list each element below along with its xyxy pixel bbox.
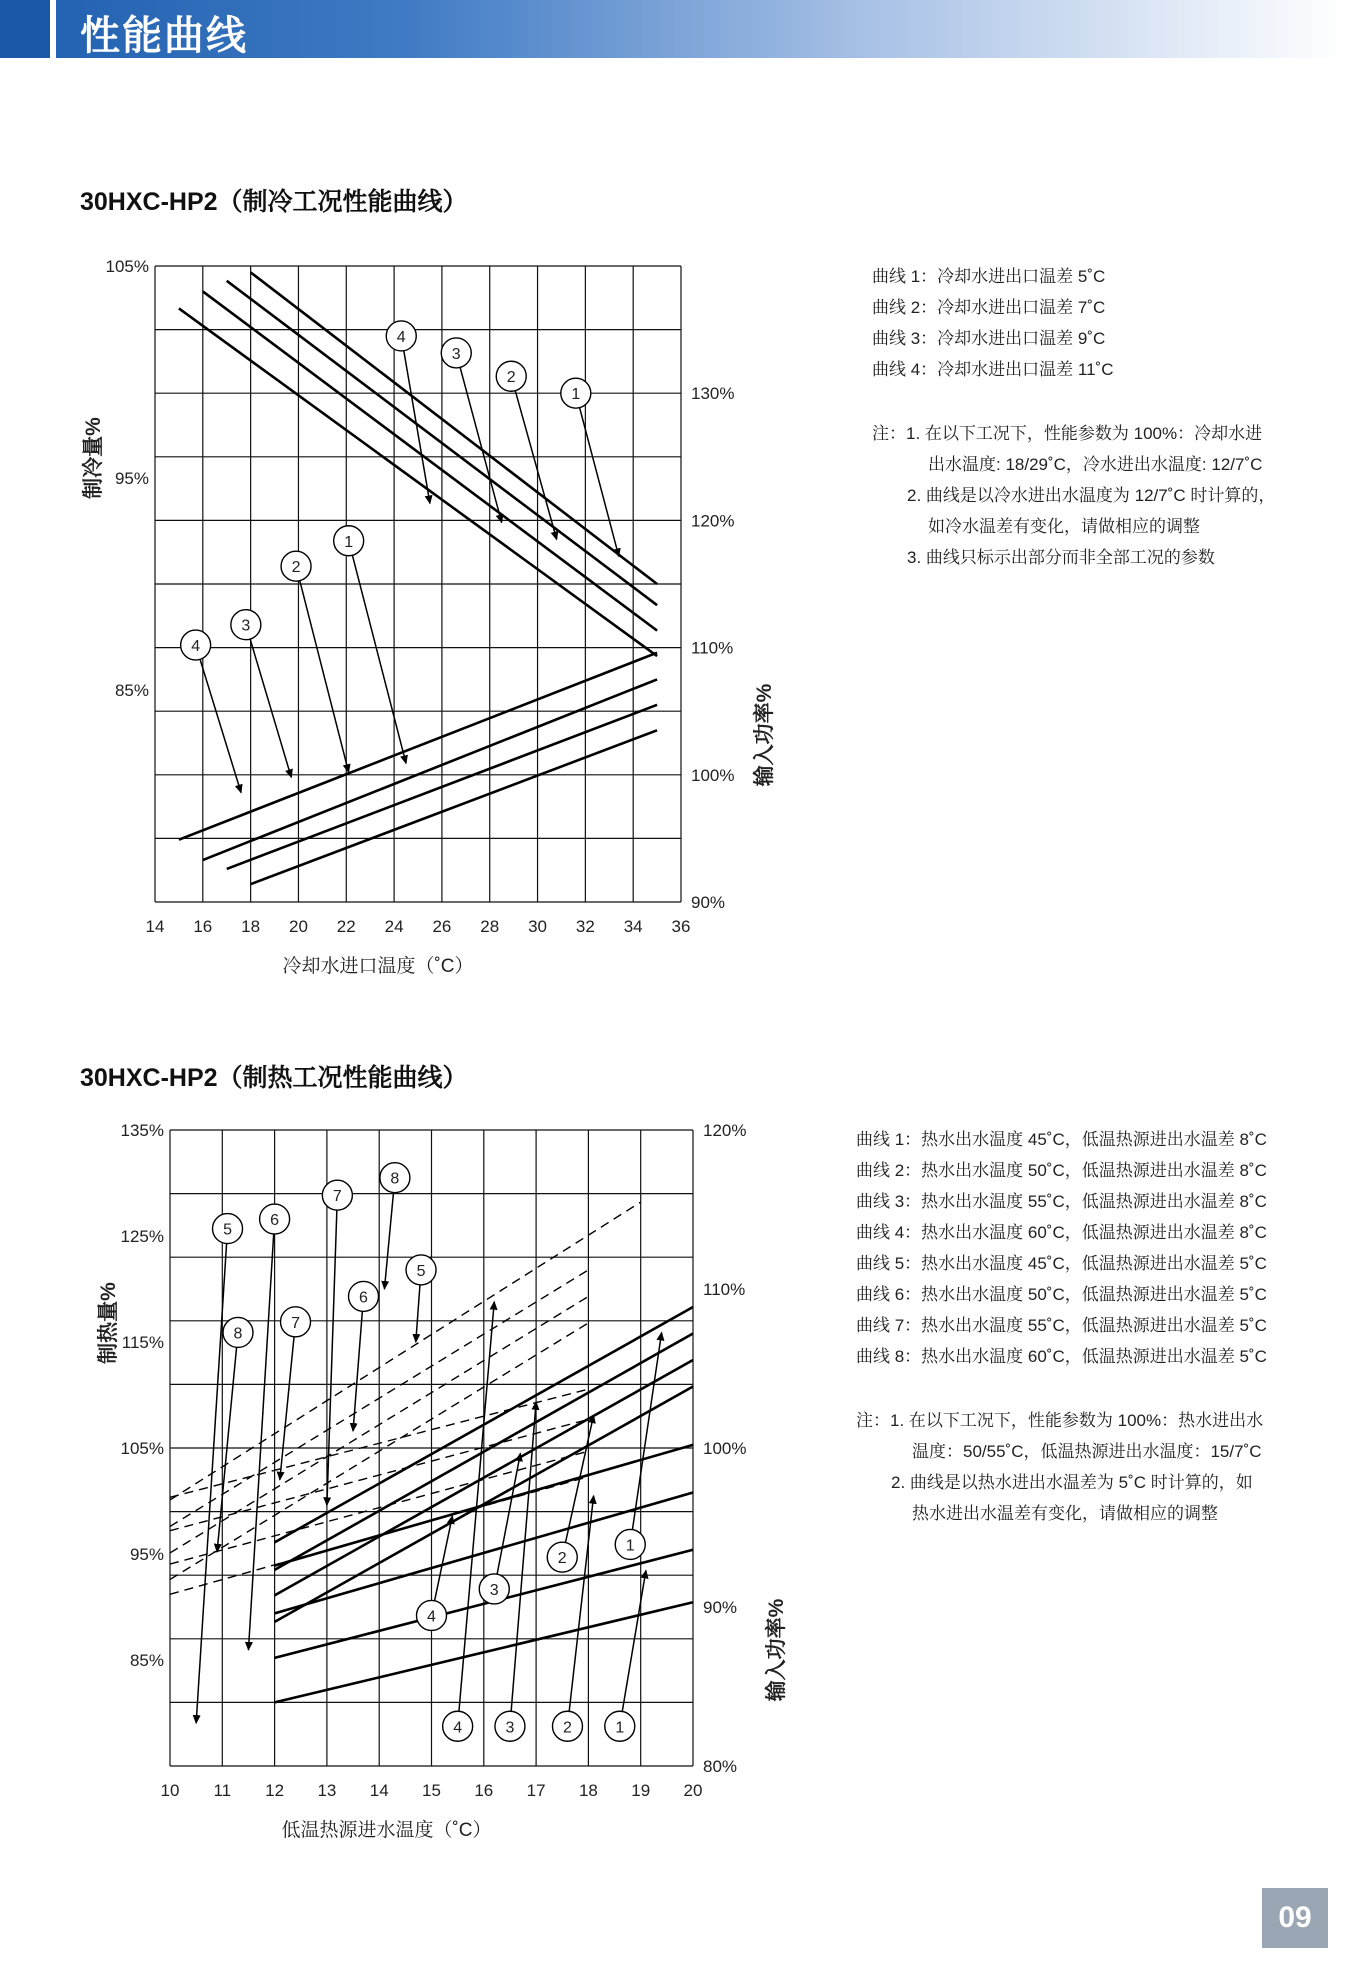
capacity-label-3: 3 <box>489 1581 499 1599</box>
cooling-notes <box>872 418 1275 573</box>
power-label-arrow <box>384 1193 393 1289</box>
cooling-note-line: 出水温度: 18/29˚C，冷水进出水温度: 12/7˚C <box>928 455 1263 474</box>
x-tick-label: 16 <box>474 1781 494 1800</box>
capacity-label-1: 1 <box>571 386 581 404</box>
capacity-label-5: 5 <box>416 1262 426 1280</box>
heating-note-line: 热水进出水温差有变化，请做相应的调整 <box>912 1504 1218 1523</box>
power-label-7: 7 <box>332 1188 342 1206</box>
power-label-arrow <box>200 659 241 792</box>
right-axis-label: 输入功率% <box>765 1598 788 1702</box>
power-label-5: 5 <box>223 1221 232 1239</box>
x-tick-label: 20 <box>288 917 308 936</box>
x-tick-label: 15 <box>422 1781 441 1800</box>
heating-legend-item: 曲线 6：热水出水温度 50˚C，低温热源进出水温差 5˚C <box>856 1285 1267 1304</box>
capacity-label-arrow <box>280 1337 294 1480</box>
cooling-legend-item: 曲线 4：冷却水进出口温差 11˚C <box>872 360 1114 379</box>
page-title: 性能曲线 <box>80 14 248 58</box>
cooling-note-line: 2. 曲线是以冷水进出水温度为 12/7˚C 时计算的， <box>907 486 1276 505</box>
x-axis-label: 低温热源进水温度（˚C） <box>281 1820 492 1841</box>
power-label-arrow <box>250 639 291 777</box>
power-label-2: 2 <box>563 1719 572 1737</box>
left-tick-label: 105% <box>105 257 149 276</box>
cooling-legend <box>872 261 1114 385</box>
x-tick-label: 24 <box>384 917 404 936</box>
heating-legend-item: 曲线 3：热水出水温度 55˚C，低温热源进出水温差 8˚C <box>856 1192 1267 1211</box>
capacity-label-arrow <box>435 1516 453 1601</box>
left-axis-label: 制冷量% <box>82 417 105 499</box>
x-tick-label: 18 <box>241 917 261 936</box>
power-label-arrow <box>352 555 406 763</box>
cooling-note-line: 如冷水温差有变化，请做相应的调整 <box>928 517 1200 536</box>
cooling-note-line: 注：1. 在以下工况下，性能参数为 100%：冷却水进 <box>872 424 1263 443</box>
power-label-6: 6 <box>270 1212 280 1230</box>
power-label-1: 1 <box>615 1719 625 1737</box>
capacity-label-6: 6 <box>359 1289 368 1307</box>
left-axis-label: 制热量% <box>97 1282 120 1364</box>
left-tick-label: 95% <box>129 1545 164 1564</box>
power-label-3: 3 <box>241 617 251 635</box>
x-tick-label: 36 <box>671 917 691 936</box>
capacity-label-arrow <box>497 1453 520 1574</box>
capacity-label-1: 1 <box>625 1537 635 1555</box>
right-tick-label: 120% <box>703 1121 747 1140</box>
heating-note-line: 2. 曲线是以热水进出水温差为 5˚C 时计算的，如 <box>891 1473 1253 1492</box>
power-label-arrow <box>300 581 349 773</box>
x-tick-label: 14 <box>369 1781 389 1800</box>
heating-legend-item: 曲线 1：热水出水温度 45˚C，低温热源进出水温差 8˚C <box>856 1130 1267 1149</box>
x-tick-label: 34 <box>623 917 643 936</box>
right-tick-label: 130% <box>691 384 735 404</box>
page-number: 09 <box>1262 1888 1328 1948</box>
cooling-section-title: 30HXC-HP2（制冷工况性能曲线） <box>80 188 468 216</box>
left-tick-label: 85% <box>129 1651 164 1670</box>
x-tick-label: 20 <box>683 1781 703 1800</box>
x-tick-label: 22 <box>336 917 356 936</box>
x-tick-label: 26 <box>432 917 452 936</box>
right-axis-label: 输入功率% <box>753 683 776 787</box>
cooling-legend-item: 曲线 2：冷却水进出口温差 7˚C <box>872 298 1106 317</box>
heating-legend-item: 曲线 8：热水出水温度 60˚C，低温热源进出水温差 5˚C <box>856 1347 1267 1366</box>
right-tick-label: 110% <box>703 1280 746 1299</box>
right-tick-label: 80% <box>703 1757 738 1776</box>
capacity-label-arrow <box>217 1347 236 1551</box>
power-label-8: 8 <box>390 1170 400 1188</box>
power-label-3: 3 <box>505 1719 515 1737</box>
power-label-1: 1 <box>344 533 354 551</box>
power-label-arrow <box>327 1210 337 1505</box>
right-tick-label: 120% <box>691 511 735 531</box>
heating-note-line: 注：1. 在以下工况下，性能参数为 100%：热水进出水 <box>856 1411 1264 1430</box>
cooling-legend-item: 曲线 3：冷却水进出口温差 9˚C <box>872 329 1106 348</box>
capacity-label-7: 7 <box>291 1314 300 1332</box>
right-tick-label: 100% <box>703 1439 747 1458</box>
capacity-label-arrow <box>416 1285 420 1342</box>
capacity-series-line-3 <box>203 291 657 630</box>
x-axis-label: 冷却水进口温度（˚C） <box>282 956 474 977</box>
capacity-label-arrow <box>515 391 556 540</box>
heating-legend-item: 曲线 5：热水出水温度 45˚C，低温热源进出水温差 5˚C <box>856 1254 1267 1273</box>
capacity-series-line-1 <box>251 272 657 584</box>
heating-legend-item: 曲线 7：热水出水温度 55˚C，低温热源进出水温差 5˚C <box>856 1316 1267 1335</box>
x-tick-label: 28 <box>480 917 500 936</box>
x-tick-label: 12 <box>265 1781 285 1800</box>
heating-legend <box>856 1124 1267 1372</box>
x-tick-label: 13 <box>317 1781 337 1800</box>
cool-grid <box>155 266 681 902</box>
capacity-label-2: 2 <box>506 369 516 387</box>
x-tick-label: 18 <box>578 1781 598 1800</box>
left-tick-label: 135% <box>120 1121 164 1140</box>
right-tick-label: 90% <box>703 1598 738 1617</box>
heating-legend-item: 曲线 4：热水出水温度 60˚C，低温热源进出水温差 8˚C <box>856 1223 1267 1242</box>
cooling-legend-item: 曲线 1：冷却水进出口温差 5˚C <box>872 267 1106 286</box>
capacity-label-2: 2 <box>557 1550 567 1568</box>
capacity-label-3: 3 <box>451 345 461 363</box>
power-label-arrow <box>248 1234 273 1650</box>
x-tick-label: 10 <box>160 1781 180 1800</box>
power-label-arrow <box>622 1570 646 1711</box>
capacity-label-4: 4 <box>427 1608 436 1626</box>
x-tick-label: 19 <box>631 1781 651 1800</box>
left-tick-label: 115% <box>121 1333 164 1352</box>
cooling-note-line: 3. 曲线只标示出部分而非全部工况的参数 <box>907 548 1215 567</box>
x-tick-label: 32 <box>575 917 595 936</box>
heating-legend-item: 曲线 2：热水出水温度 50˚C，低温热源进出水温差 8˚C <box>856 1161 1267 1180</box>
x-tick-label: 11 <box>213 1781 232 1800</box>
capacity-label-8: 8 <box>233 1325 243 1343</box>
x-tick-label: 16 <box>193 917 213 936</box>
capacity-label-4: 4 <box>396 328 406 346</box>
power-series-line-1 <box>251 730 657 884</box>
capacity-label-arrow <box>353 1311 362 1431</box>
x-tick-label: 17 <box>526 1781 546 1800</box>
heating-notes <box>856 1405 1263 1529</box>
power-label-4: 4 <box>191 638 201 656</box>
left-tick-label: 95% <box>114 469 149 488</box>
power-label-4: 4 <box>453 1719 463 1737</box>
left-tick-label: 85% <box>114 681 149 700</box>
power-label-2: 2 <box>291 559 301 577</box>
heat-grid <box>170 1130 693 1766</box>
x-tick-label: 30 <box>528 917 548 936</box>
right-tick-label: 90% <box>691 893 726 912</box>
heating-section-title: 30HXC-HP2（制热工况性能曲线） <box>80 1064 468 1092</box>
right-tick-label: 100% <box>691 765 735 785</box>
x-tick-label: 14 <box>145 917 165 936</box>
left-tick-label: 105% <box>120 1439 164 1458</box>
capacity-label-arrow <box>632 1332 661 1529</box>
left-tick-label: 125% <box>120 1227 164 1246</box>
right-tick-label: 110% <box>691 638 734 658</box>
heating-note-line: 温度：50/55˚C，低温热源进出水温度：15/7˚C <box>912 1442 1262 1461</box>
